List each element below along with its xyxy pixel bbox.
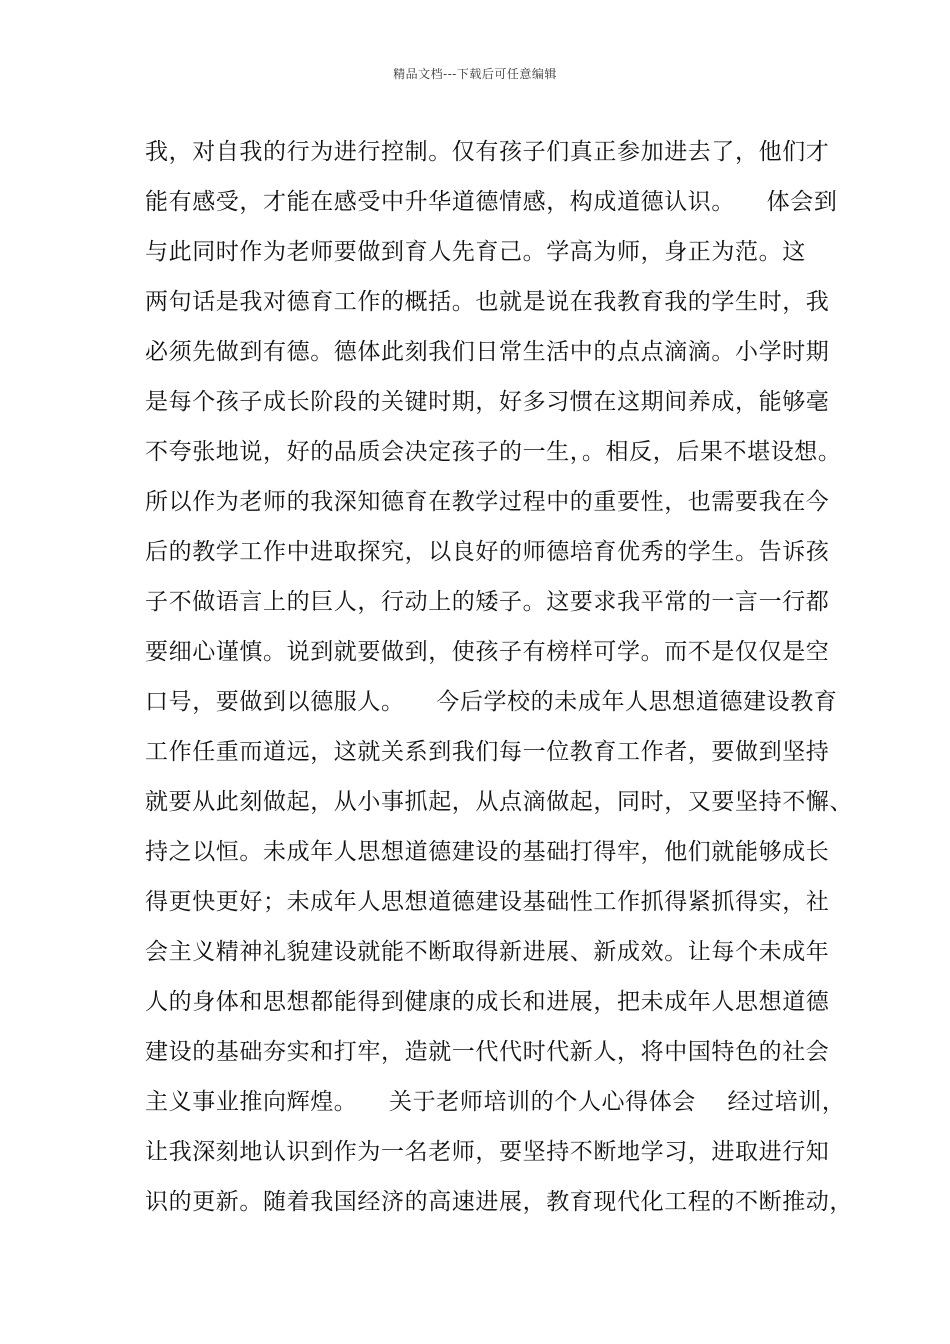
text-line: 让我深刻地认识到作为一名老师，要坚持不断地学习，进取进行知 [145, 1139, 830, 1165]
text-line: 我，对自我的行为进行控制。仅有孩子们真正参加进去了，他们才 [145, 139, 830, 165]
text-line: 持之以恒。未成年人思想道德建设的基础打得牢，他们就能够成长 [145, 839, 830, 865]
text-line: 主义事业推向辉煌。 关于老师培训的个人心得体会 经过培训， [145, 1089, 846, 1115]
text-line: 与此同时作为老师要做到育人先育己。学高为师，身正为范。这 [145, 239, 806, 265]
text-line: 后的教学工作中进取探究，以良好的师德培育优秀的学生。告诉孩 [145, 539, 830, 565]
text-line: 必须先做到有德。德体此刻我们日常生活中的点点滴滴。小学时期 [145, 339, 830, 365]
text-line: 会主义精神礼貌建设就能不断取得新进展、新成效。让每个未成年 [145, 939, 830, 965]
text-line: 工作任重而道远，这就关系到我们每一位教育工作者，要做到坚持 [145, 739, 830, 765]
text-line: 两句话是我对德育工作的概括。也就是说在我教育我的学生时，我 [145, 289, 830, 315]
text-line: 口号，要做到以德服人。 今后学校的未成年人思想道德建设教育 [145, 689, 838, 715]
text-line: 能有感受，才能在感受中升华道德情感，构成道德认识。 体会到 [145, 189, 838, 215]
document-body [145, 127, 853, 1227]
text-line: 建设的基础夯实和打牢，造就一代代时代新人，将中国特色的社会 [145, 1039, 830, 1065]
text-line: 人的身体和思想都能得到健康的成长和进展，把未成年人思想道德 [145, 989, 830, 1015]
text-line: 所以作为老师的我深知德育在教学过程中的重要性，也需要我在今 [145, 489, 830, 515]
text-line: 识的更新。随着我国经济的高速进展，教育现代化工程的不断推动， [145, 1189, 853, 1215]
text-line: 就要从此刻做起，从小事抓起，从点滴做起，同时，又要坚持不懈、 [145, 789, 853, 815]
text-line: 要细心谨慎。说到就要做到，使孩子有榜样可学。而不是仅仅是空 [145, 639, 830, 665]
text-line: 是每个孩子成长阶段的关键时期，好多习惯在这期间养成，能够毫 [145, 389, 830, 415]
text-line: 子不做语言上的巨人，行动上的矮子。这要求我平常的一言一行都 [145, 589, 830, 615]
page-header: 精品文档---下载后可任意编辑 [393, 67, 557, 81]
text-line: 得更快更好；未成年人思想道德建设基础性工作抓得紧抓得实，社 [145, 889, 830, 915]
text-line: 不夸张地说，好的品质会决定孩子的一生，。相反，后果不堪设想。 [145, 439, 842, 465]
